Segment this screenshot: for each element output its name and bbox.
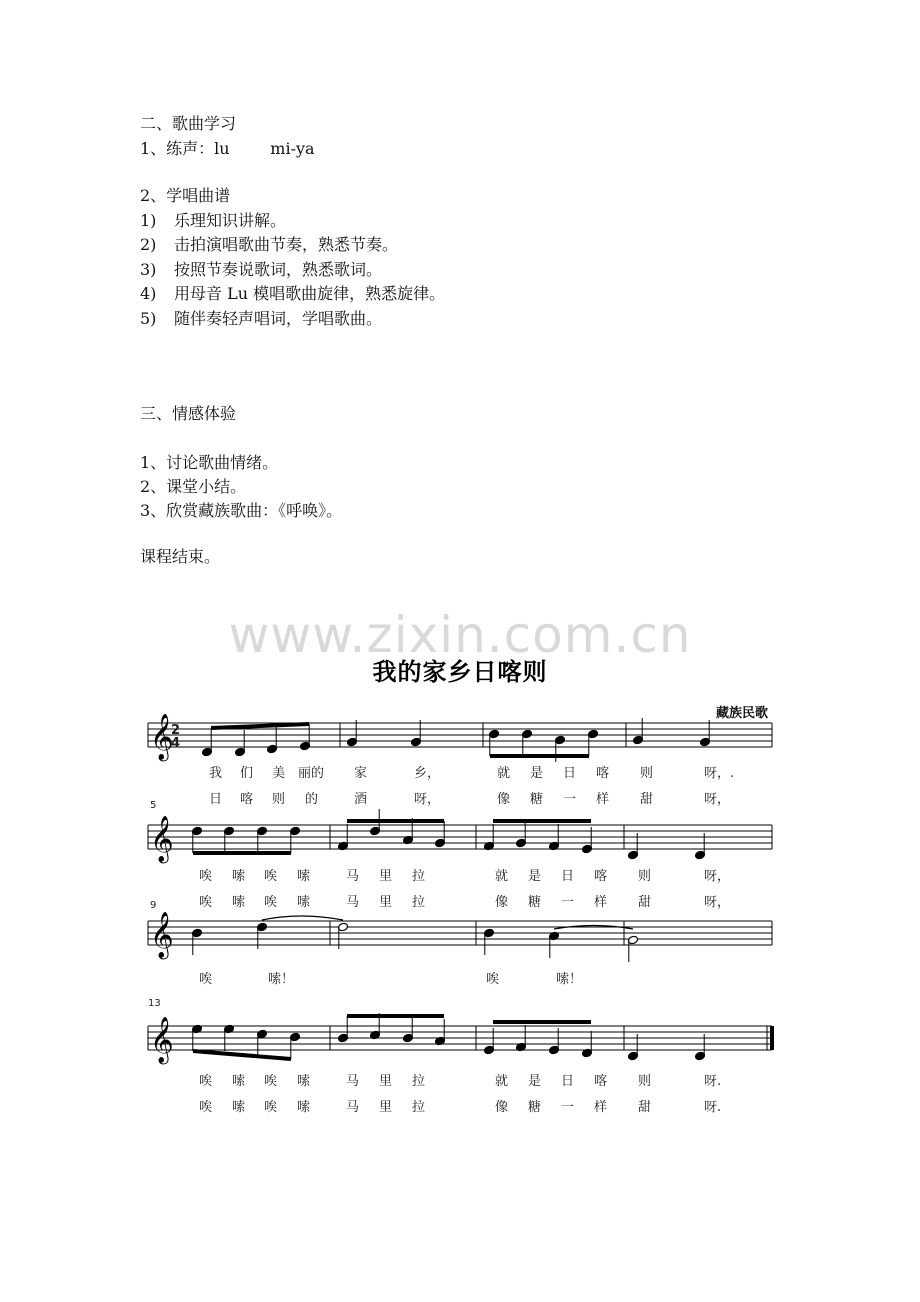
lyric-syllable: 我 [209,766,223,781]
lyric-syllable: 一 [561,895,575,910]
treble-clef-icon: 𝄞 [150,912,174,958]
lyric-syllable: 则 [272,792,286,807]
lyric-syllable: 里 [379,895,393,910]
lyric-syllable: 酒 [354,792,368,807]
time-signature-bottom: 4 [171,736,181,751]
measure-number: 13 [148,998,161,1009]
lyric-syllable: 家 [354,766,368,781]
lyric-syllable: 样 [594,895,608,910]
lyric-syllable: 里 [379,869,393,884]
lyric-syllable: 拉 [412,1074,426,1089]
lyric-syllable: 马 [346,895,360,910]
lyric-syllable: 糖 [528,1100,542,1115]
tie [262,916,343,920]
lyric-syllable: 马 [346,1100,360,1115]
time-signature-top: 2 [171,723,181,738]
lyric-syllable: 糖 [528,895,542,910]
song-title: 我的家乡日喀则 [372,658,548,686]
step-number: 1) [140,211,157,230]
lyric-syllable: 则 [638,869,652,884]
step-number: 2) [140,235,157,254]
lyric-syllable: 呀. [704,1100,722,1115]
learn-score-title: 2、学唱曲谱 [140,186,231,205]
lyric-syllable: 就 [497,766,511,781]
lyric-syllable: 唉 [199,972,213,987]
watermark: www.zixin.com.cn [228,606,692,664]
lyric-syllable: 一 [561,1100,575,1115]
lyric-syllable: 唉 [486,972,500,987]
notes [192,718,711,1061]
lyric-syllable: 是 [530,766,544,781]
step-number: 5) [140,309,157,328]
lyric-syllable: 是 [528,1074,542,1089]
lyric-syllable: 像 [495,895,509,910]
lyric-syllable: 嗦 [232,869,246,884]
lyric-syllable: 美 [272,766,286,781]
step-text: 用母音 Lu 模唱歌曲旋律，熟悉旋律。 [174,284,446,303]
step-text: 随伴奏轻声唱词，学唱歌曲。 [174,309,383,328]
emotion-item: 1、讨论歌曲情绪。 [140,453,279,472]
lyric-syllable: 唉 [199,1074,213,1089]
lyric-syllable: 是 [528,869,542,884]
lyric-syllable: 乡， [414,766,441,781]
lyrics [199,765,734,1115]
emotion-item: 2、课堂小结。 [140,477,247,496]
lyric-syllable: 喀 [596,766,610,781]
lyric-syllable: 则 [638,1074,652,1089]
step-number: 4) [140,284,157,303]
lyric-syllable: 拉 [412,869,426,884]
lyric-syllable: 就 [495,1074,509,1089]
lyric-syllable: 们 [240,766,254,781]
beam [211,724,309,728]
lyric-syllable: 嗦 [297,1074,311,1089]
step-number: 3) [140,260,157,279]
lyric-syllable: 样 [594,1100,608,1115]
lyric-syllable: 甜 [638,895,652,910]
lyric-syllable: 唉 [199,869,213,884]
lyric-syllable: 唉 [264,895,278,910]
lyric-syllable: 呀， [704,792,731,807]
lyric-syllable: 像 [495,1100,509,1115]
lyric-syllable: 呀，. [704,766,735,781]
lyric-syllable: 唉 [199,895,213,910]
lyric-syllable: 拉 [412,1100,426,1115]
lyric-syllable: 里 [379,1100,393,1115]
beam [193,1051,291,1059]
lyric-syllable: 甜 [638,1100,652,1115]
lyric-syllable: 就 [495,869,509,884]
lyric-syllable: 呀. [704,1074,722,1089]
treble-clef-icon: 𝄞 [150,1017,174,1063]
lyric-syllable: 马 [346,1074,360,1089]
lyric-syllable: 日 [561,1074,575,1089]
lyric-syllable: 拉 [412,895,426,910]
lyric-syllable: 像 [497,792,511,807]
lyric-syllable: 日 [563,766,577,781]
lyric-syllable: 嗦 [297,869,311,884]
lyric-syllable: 唉 [264,1074,278,1089]
lyric-syllable: 唉 [199,1100,213,1115]
treble-clef-icon: 𝄞 [150,816,174,862]
lyric-syllable: 嗦！ [268,972,295,987]
lyric-syllable: 日 [561,869,575,884]
lyric-syllable: 喀 [240,792,254,807]
lyric-syllable: 喀 [594,1074,608,1089]
lyric-syllable: 唉 [264,869,278,884]
lyric-syllable: 则 [640,766,654,781]
lyric-syllable: 里 [379,1074,393,1089]
measure-number: 5 [150,800,157,811]
step-text: 击拍演唱歌曲节奏，熟悉节奏。 [174,235,399,254]
lyric-syllable: 嗦！ [556,972,583,987]
lyric-syllable: 丽的 [298,766,325,781]
section2-heading: 二、歌曲学习 [140,114,237,133]
lyric-syllable: 糖 [530,792,544,807]
lyric-syllable: 日 [209,792,223,807]
lyric-syllable: 样 [596,792,610,807]
lyric-syllable: 嗦 [232,895,246,910]
lyric-syllable: 一 [563,792,577,807]
lyric-syllable: 的 [305,792,319,807]
lyric-syllable: 呀， [704,895,731,910]
section3-heading: 三、情感体验 [140,404,237,423]
step-text: 乐理知识讲解。 [174,211,287,230]
measure-number: 9 [150,900,157,911]
lyric-syllable: 嗦 [232,1100,246,1115]
lyric-syllable: 甜 [640,792,654,807]
treble-clef-icon: 𝄞 [150,714,174,760]
lyric-syllable: 马 [346,869,360,884]
lyric-syllable: 嗦 [297,1100,311,1115]
lyric-syllable: 呀， [704,869,731,884]
step-text: 按照节奏说歌词，熟悉歌词。 [174,260,383,279]
lyric-syllable: 嗦 [232,1074,246,1089]
lyric-syllable: 嗦 [297,895,311,910]
emotion-item: 3、欣赏藏族歌曲：《呼唤》。 [140,501,343,520]
song-origin: 藏族民歌 [716,706,769,721]
lyric-syllable: 呀， [414,792,441,807]
lyric-syllable: 唉 [264,1100,278,1115]
ending-line: 课程结束。 [140,547,221,566]
lyric-syllable: 喀 [594,869,608,884]
vocal-practice-line: 1、练声：lu mi-ya [140,139,315,158]
